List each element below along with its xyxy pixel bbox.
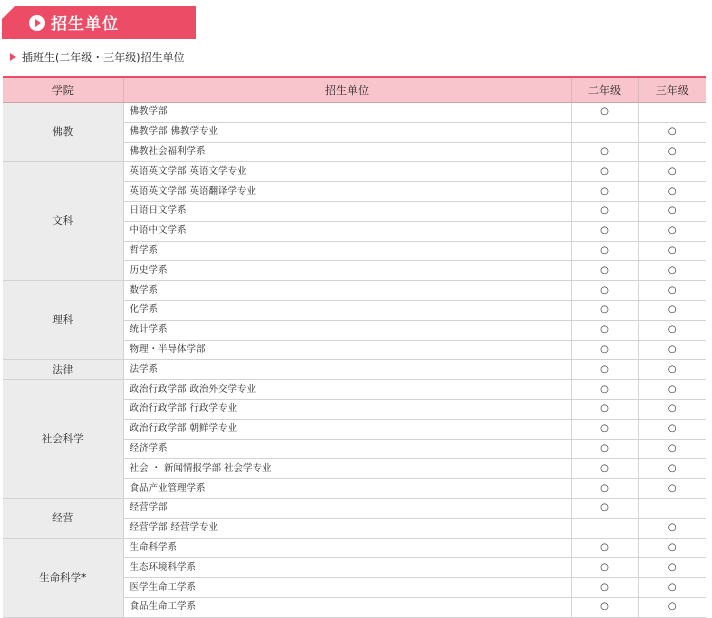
year3-mark: ○ <box>638 558 706 578</box>
year3-mark: ○ <box>638 538 706 558</box>
year3-mark: ○ <box>638 241 706 261</box>
header-unit: 招生单位 <box>123 77 571 103</box>
table-row <box>3 162 706 182</box>
unit-cell: 政治行政学部 朝鲜学专业 <box>123 419 571 439</box>
table-row <box>3 498 706 518</box>
year3-mark: ○ <box>638 122 706 142</box>
year3-mark: ○ <box>638 439 706 459</box>
unit-cell: 经营学部 <box>123 498 571 518</box>
unit-cell: 经济学系 <box>123 439 571 459</box>
unit-cell: 佛教学部 佛教学专业 <box>123 122 571 142</box>
table-row <box>3 281 706 301</box>
year3-mark <box>638 498 706 518</box>
unit-cell: 日语日文学系 <box>123 201 571 221</box>
year2-mark: ○ <box>571 340 638 360</box>
year3-mark: ○ <box>638 182 706 202</box>
unit-cell: 中语中文学系 <box>123 221 571 241</box>
year2-mark: ○ <box>571 538 638 558</box>
year3-mark: ○ <box>638 518 706 538</box>
year3-mark: ○ <box>638 320 706 340</box>
unit-cell: 英语英文学部 英语翻译学专业 <box>123 182 571 202</box>
college-cell: 经营 <box>3 498 123 538</box>
unit-cell: 法学系 <box>123 360 571 380</box>
year2-mark: ○ <box>571 419 638 439</box>
year2-mark: ○ <box>571 103 638 123</box>
table-row <box>3 360 706 380</box>
section-subtitle <box>10 49 185 65</box>
unit-cell: 生态环境科学系 <box>123 558 571 578</box>
year2-mark <box>571 122 638 142</box>
year2-mark: ○ <box>571 201 638 221</box>
year2-mark: ○ <box>571 261 638 281</box>
year3-mark: ○ <box>638 419 706 439</box>
year3-mark: ○ <box>638 201 706 221</box>
unit-cell: 化学系 <box>123 300 571 320</box>
page-title: 招生单位 <box>51 14 120 33</box>
year2-mark: ○ <box>571 241 638 261</box>
admission-units-table <box>3 76 706 618</box>
table-body <box>3 103 706 618</box>
year3-mark: ○ <box>638 221 706 241</box>
college-cell: 佛教 <box>3 103 123 162</box>
year2-mark <box>571 518 638 538</box>
unit-cell: 佛教学部 <box>123 103 571 123</box>
year2-mark: ○ <box>571 578 638 598</box>
year2-mark: ○ <box>571 162 638 182</box>
page-title-banner <box>2 6 196 39</box>
table-row <box>3 380 706 400</box>
unit-cell: 佛教社会福利学系 <box>123 142 571 162</box>
year3-mark: ○ <box>638 281 706 301</box>
year3-mark: ○ <box>638 300 706 320</box>
unit-cell: 医学生命工学系 <box>123 578 571 598</box>
college-cell: 理科 <box>3 281 123 360</box>
unit-cell: 物理・半导体学部 <box>123 340 571 360</box>
year3-mark: ○ <box>638 142 706 162</box>
year3-mark: ○ <box>638 340 706 360</box>
unit-cell: 统计学系 <box>123 320 571 340</box>
year2-mark: ○ <box>571 380 638 400</box>
table-row <box>3 103 706 123</box>
year2-mark: ○ <box>571 360 638 380</box>
unit-cell: 哲学系 <box>123 241 571 261</box>
unit-cell: 食品生命工学系 <box>123 597 571 617</box>
college-cell: 文科 <box>3 162 123 281</box>
triangle-bullet-icon <box>10 53 16 61</box>
unit-cell: 英语英文学部 英语文学专业 <box>123 162 571 182</box>
table-header-row <box>3 77 706 103</box>
unit-cell: 经营学部 经营学专业 <box>123 518 571 538</box>
year2-mark: ○ <box>571 498 638 518</box>
year2-mark: ○ <box>571 479 638 499</box>
college-cell: 法律 <box>3 360 123 380</box>
year3-mark: ○ <box>638 479 706 499</box>
year2-mark: ○ <box>571 320 638 340</box>
unit-cell: 数学系 <box>123 281 571 301</box>
year2-mark: ○ <box>571 281 638 301</box>
year2-mark: ○ <box>571 439 638 459</box>
year2-mark: ○ <box>571 142 638 162</box>
year3-mark <box>638 103 706 123</box>
year3-mark: ○ <box>638 162 706 182</box>
year3-mark: ○ <box>638 597 706 617</box>
year3-mark: ○ <box>638 399 706 419</box>
year3-mark: ○ <box>638 261 706 281</box>
college-cell: 生命科学* <box>3 538 123 617</box>
unit-cell: 历史学系 <box>123 261 571 281</box>
unit-cell: 政治行政学部 行政学专业 <box>123 399 571 419</box>
arrow-circle-icon <box>29 15 45 31</box>
table-row <box>3 538 706 558</box>
unit-cell: 生命科学系 <box>123 538 571 558</box>
unit-cell: 政治行政学部 政治外交学专业 <box>123 380 571 400</box>
header-college: 学院 <box>3 77 123 103</box>
year2-mark: ○ <box>571 221 638 241</box>
year2-mark: ○ <box>571 182 638 202</box>
header-year2: 二年级 <box>571 77 638 103</box>
year2-mark: ○ <box>571 300 638 320</box>
college-cell: 社会科学 <box>3 380 123 499</box>
year3-mark: ○ <box>638 578 706 598</box>
year2-mark: ○ <box>571 597 638 617</box>
year2-mark: ○ <box>571 459 638 479</box>
year3-mark: ○ <box>638 459 706 479</box>
year2-mark: ○ <box>571 558 638 578</box>
subtitle-text: 插班生(二年级・三年级)招生单位 <box>22 51 185 64</box>
unit-cell: 食品产业管理学系 <box>123 479 571 499</box>
unit-cell: 社会 ・ 新闻情报学部 社会学专业 <box>123 459 571 479</box>
year3-mark: ○ <box>638 380 706 400</box>
year2-mark: ○ <box>571 399 638 419</box>
header-year3: 三年级 <box>638 77 706 103</box>
year3-mark: ○ <box>638 360 706 380</box>
